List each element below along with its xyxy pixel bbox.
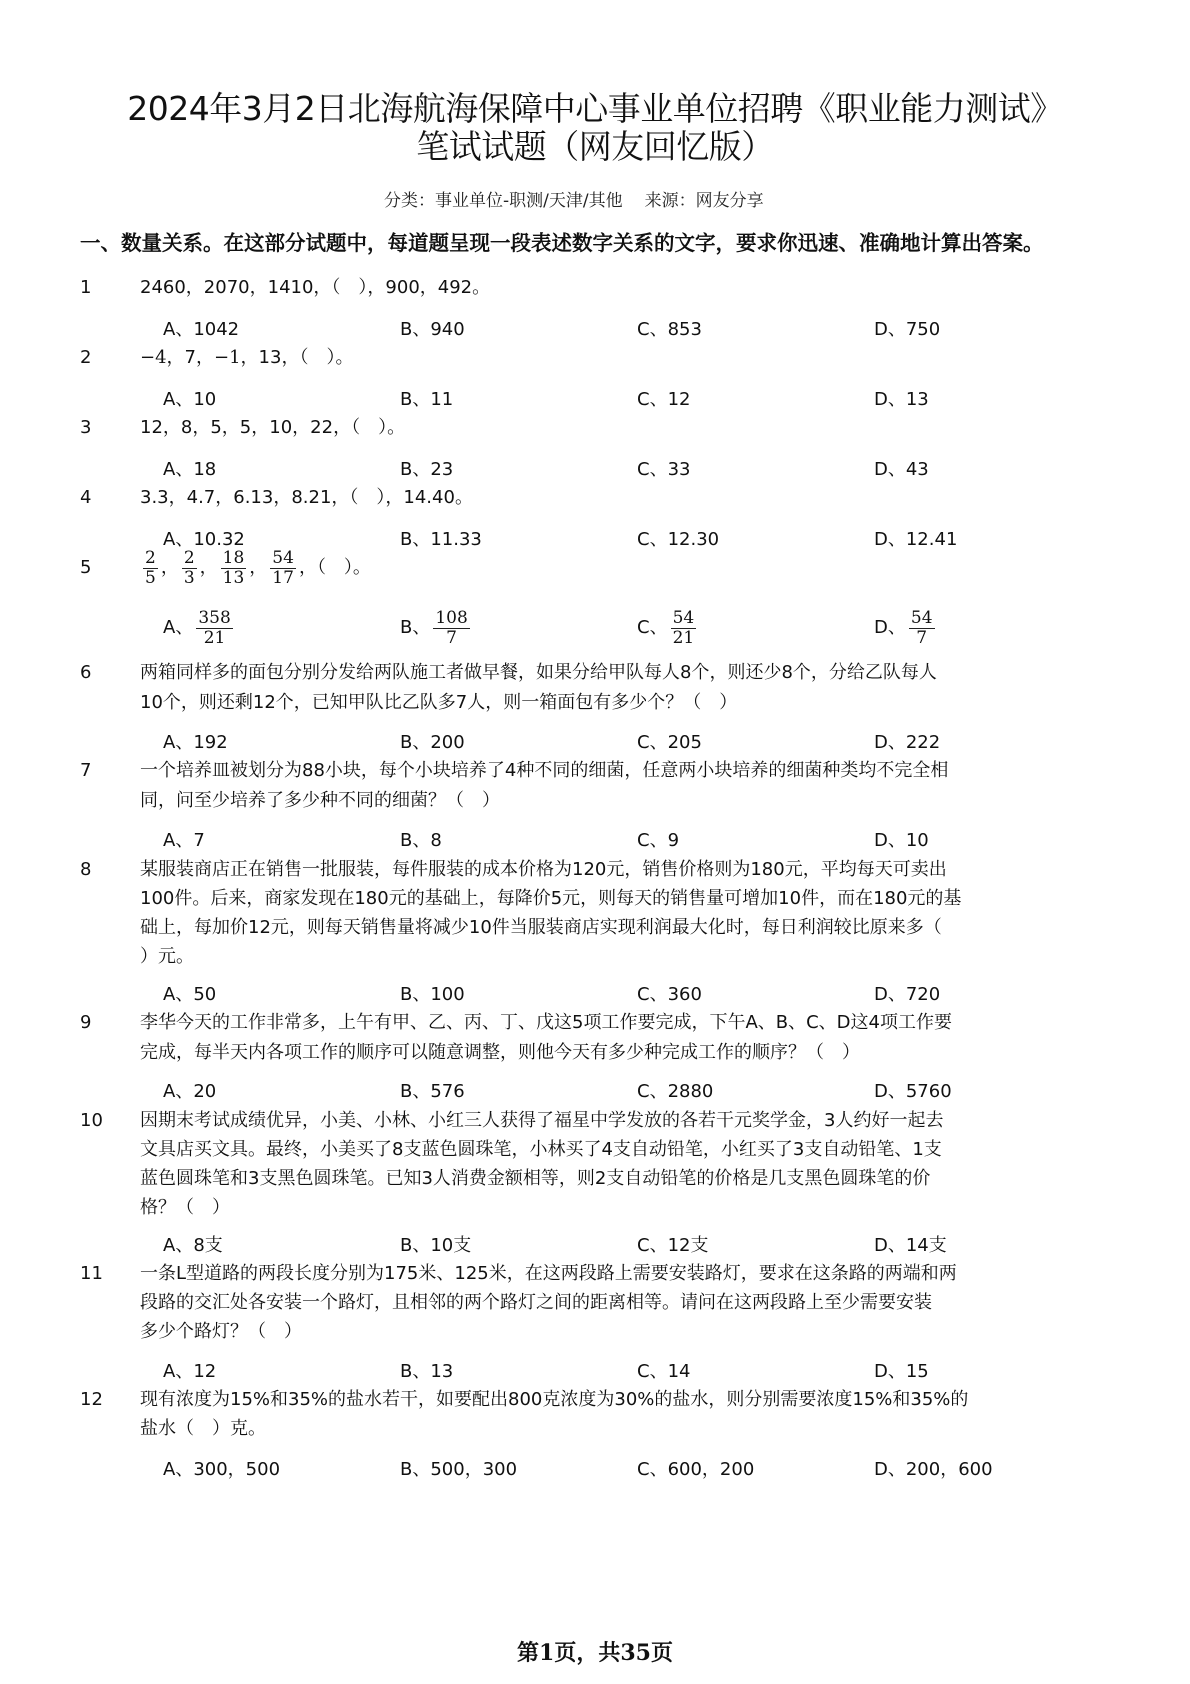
option-c: C、205 <box>637 732 702 753</box>
option-c: C、360 <box>637 984 702 1005</box>
question-line: 础上，每加价12元，则每天销售量将减少10件当服装商店实现利润最大化时，每日利润较比原来多（ <box>140 917 942 938</box>
question-line: 10个，则还剩12个，已知甲队比乙队多7人，则一箱面包有多少个？（ ） <box>140 692 738 713</box>
question-number: 5 <box>80 557 92 578</box>
option-d: D、13 <box>874 389 929 410</box>
option-b: B、11.33 <box>400 529 482 550</box>
question-text: 3.3，4.7，6.13，8.21，（ ），14.40。 <box>140 487 473 508</box>
option-d: D、15 <box>874 1361 929 1382</box>
question-line: 多少个路灯？（ ） <box>140 1321 302 1342</box>
option-d: D、10 <box>874 830 929 851</box>
category-label: 分类：事业单位-职测/天津/其他 <box>384 191 623 211</box>
fraction: $\frac{2}{5}$ <box>145 547 156 588</box>
question-text: 12，8，5，5，10，22，（ ）。 <box>140 417 406 438</box>
meta-line <box>384 186 764 211</box>
option-a: A、8支 <box>163 1235 223 1256</box>
option-c: C、600，200 <box>637 1459 755 1480</box>
fraction: $\frac{108}{7}$ <box>435 607 468 648</box>
question-line: 文具店买文具。最终，小美买了8支蓝色圆珠笔，小林买了4支自动铅笔，小红买了3支自动铅笔、1支 <box>140 1139 942 1160</box>
question-line: 某服装商店正在销售一批服装，每件服装的成本价格为120元，销售价格则为180元，平均每天可卖出 <box>140 859 947 880</box>
option-a: A、7 <box>163 830 205 851</box>
math-term: −4 <box>140 347 167 368</box>
option-b: B、8 <box>400 830 442 851</box>
question-number: 11 <box>80 1263 103 1284</box>
option-a: A、 $\frac{358}{21}$ <box>163 607 231 648</box>
option-d: D、720 <box>874 984 941 1005</box>
option-a: A、12 <box>163 1361 217 1382</box>
question-number: 1 <box>80 277 92 298</box>
question-text: $\frac{2}{5}$ ， $\frac{2}{3}$ ， $\frac{18}{13}$ ， $\frac{54}{17}$ ，（ ）。 <box>145 547 371 588</box>
option-a: A、18 <box>163 459 217 480</box>
question-text: 2460，2070，1410，（ ），900，492。 <box>140 277 491 298</box>
page-title-line-1: 2024年3月2日北海航海保障中心事业单位招聘《职业能力测试》 <box>127 89 1063 128</box>
option-a: A、300，500 <box>163 1459 281 1480</box>
question-line: 同，问至少培养了多少种不同的细菌？（ ） <box>140 790 500 811</box>
option-a: A、10.32 <box>163 529 245 550</box>
question-line: ）元。 <box>140 946 194 967</box>
option-b: B、23 <box>400 459 454 480</box>
option-c: C、2880 <box>637 1081 714 1102</box>
fraction: $\frac{54}{7}$ <box>910 607 933 648</box>
question-line: 现有浓度为15%和35%的盐水若干，如要配出800克浓度为30%的盐水，则分别需要浓度15%和35%的 <box>140 1389 969 1410</box>
option-d: D、14支 <box>874 1235 947 1256</box>
page-footer: 第1页，共35页 <box>517 1640 673 1666</box>
question-number: 7 <box>80 760 92 781</box>
option-a: A、20 <box>163 1081 217 1102</box>
option-d: D、43 <box>874 459 929 480</box>
question-line: 蓝色圆珠笔和3支黑色圆珠笔。已知3人消费金额相等，则2支自动铅笔的价格是几支黑色圆珠笔的价 <box>140 1168 931 1189</box>
option-b: B、200 <box>400 732 465 753</box>
option-d: D、750 <box>874 319 941 340</box>
option-c: C、9 <box>637 830 680 851</box>
option-c: C、12支 <box>637 1235 709 1256</box>
option-b: B、10支 <box>400 1235 472 1256</box>
question-line: 一个培养皿被划分为88小块，每个小块培养了4种不同的细菌，任意两小块培养的细菌种类均不完全相 <box>140 760 949 781</box>
option-b: B、500，300 <box>400 1459 518 1480</box>
option-a: A、50 <box>163 984 217 1005</box>
question-line: 一条L型道路的两段长度分别为175米、125米，在这两段路上需要安装路灯，要求在这条路的两端和两 <box>140 1263 957 1284</box>
option-c: C、14 <box>637 1361 691 1382</box>
question-number: 6 <box>80 662 92 683</box>
option-d: D、5760 <box>874 1081 952 1102</box>
question-line: 两箱同样多的面包分别分发给两队施工者做早餐，如果分给甲队每人8个，则还少8个，分给乙队每人 <box>140 662 937 683</box>
option-a: A、10 <box>163 389 217 410</box>
question-number: 2 <box>80 347 92 368</box>
option-c: C、12.30 <box>637 529 720 550</box>
question-number: 9 <box>80 1012 92 1033</box>
option-b: B、940 <box>400 319 465 340</box>
question-number: 12 <box>80 1389 103 1410</box>
fraction: $\frac{2}{3}$ <box>183 547 195 588</box>
question-text <box>140 343 1100 373</box>
option-c: C、33 <box>637 459 691 480</box>
question-line: 段路的交汇处各安装一个路灯，且相邻的两个路灯之间的距离相等。请问在这两段路上至少需要安装 <box>140 1292 932 1313</box>
question-number: 4 <box>80 487 92 508</box>
question-line: 100件。后来，商家发现在180元的基础上，每降价5元，则每天的销售量可增加10件，而在180元的基 <box>140 888 962 909</box>
page-title-line-2: 笔试试题（网友回忆版） <box>416 127 774 166</box>
text-part: ，13，（ ）。 <box>240 347 354 368</box>
fraction: $\frac{358}{21}$ <box>198 607 231 648</box>
option-d: D、12.41 <box>874 529 958 550</box>
option-b: B、576 <box>400 1081 465 1102</box>
option-b: B、100 <box>400 984 465 1005</box>
option-b: B、 $\frac{108}{7}$ <box>400 607 468 648</box>
source-label: 来源：网友分享 <box>644 191 764 211</box>
option-c: C、12 <box>637 389 691 410</box>
question-line: 格？（ ） <box>140 1197 230 1218</box>
option-b: B、13 <box>400 1361 454 1382</box>
question-line: 因期末考试成绩优异，小美、小林、小红三人获得了福星中学发放的各若干元奖学金，3人约好一起去 <box>140 1110 944 1131</box>
option-a: A、192 <box>163 732 228 753</box>
question-line: 完成，每半天内各项工作的顺序可以随意调整，则他今天有多少种完成工作的顺序？（ ） <box>140 1042 860 1063</box>
question-line: 李华今天的工作非常多，上午有甲、乙、丙、丁、戊这5项工作要完成，下午A、B、C、D这4项工作要 <box>140 1012 952 1033</box>
option-d: D、 $\frac{54}{7}$ <box>874 607 933 648</box>
fraction: $\frac{54}{21}$ <box>672 607 695 648</box>
question-line: 盐水（ ）克。 <box>140 1418 266 1439</box>
question-number: 8 <box>80 859 92 880</box>
section-heading: 一、数量关系。在这部分试题中，每道题呈现一段表述数字关系的文字，要求你迅速、准确地计算出答案。 <box>80 231 1044 255</box>
option-b: B、11 <box>400 389 454 410</box>
fraction: $\frac{54}{17}$ <box>272 547 294 588</box>
fraction: $\frac{18}{13}$ <box>222 547 245 588</box>
question-number: 3 <box>80 417 92 438</box>
option-c: C、 $\frac{54}{21}$ <box>637 607 695 648</box>
math-term: −1 <box>214 347 241 368</box>
question-number: 10 <box>80 1110 103 1131</box>
option-d: D、200，600 <box>874 1459 993 1480</box>
text-part: ，7， <box>166 347 214 368</box>
option-d: D、222 <box>874 732 941 753</box>
option-a: A、1042 <box>163 319 240 340</box>
option-c: C、853 <box>637 319 702 340</box>
